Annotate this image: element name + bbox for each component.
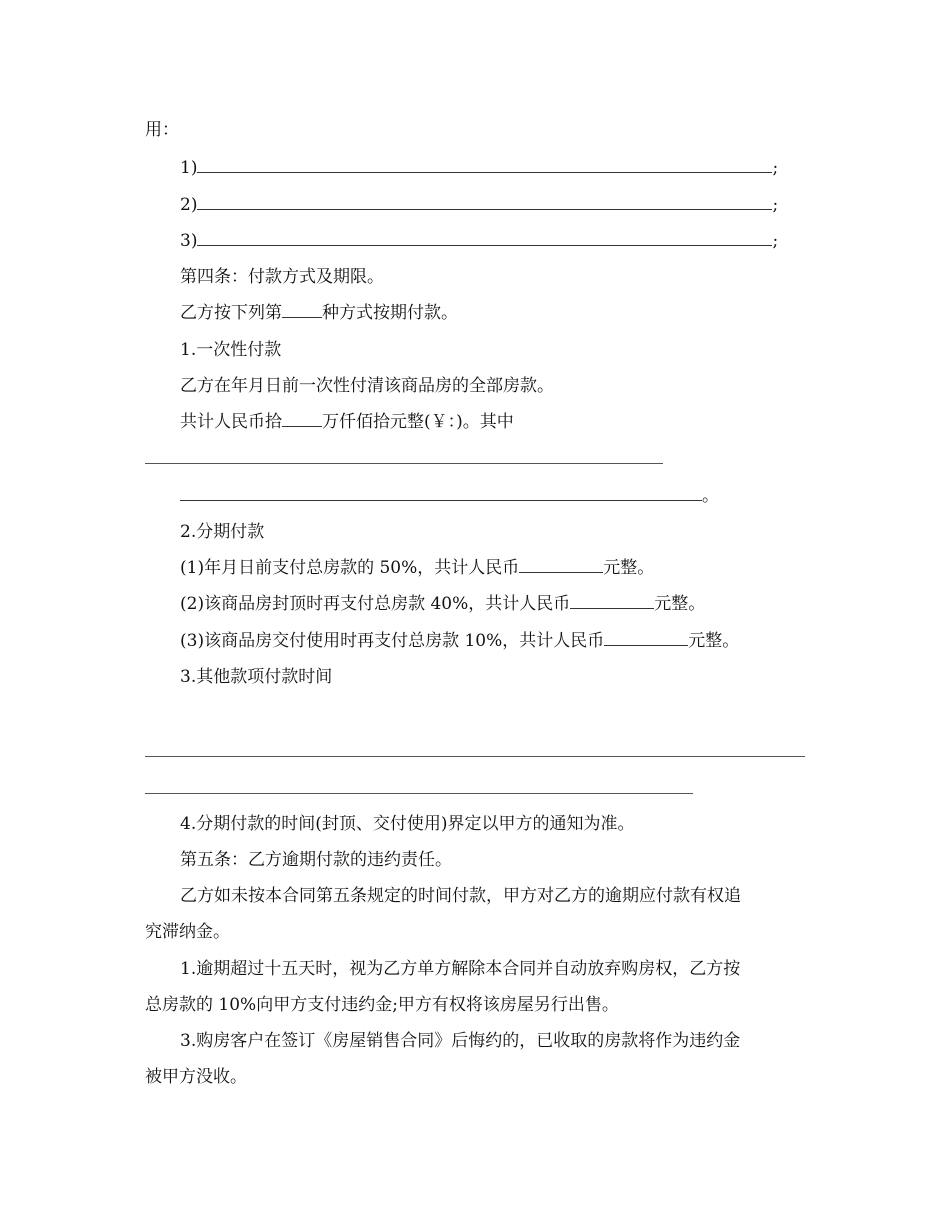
blank-underline [180, 484, 702, 501]
list-item-1: 1) ; [180, 158, 779, 178]
list-item-2: 2) ; [180, 195, 779, 215]
blank-line [145, 793, 693, 794]
pay-choice-line: 乙方按下列第 种方式按期付款。 [180, 303, 458, 323]
option-4: 4.分期付款的时间(封顶、交付使用)界定以甲方的通知为准。 [180, 814, 635, 834]
article-5-paragraph-2-cont: 总房款的 10%向甲方支付违约金;甲方有权将该房屋另行出售。 [145, 995, 619, 1015]
blank-underline [197, 193, 772, 210]
blank-underline [282, 301, 322, 318]
option-1-total: 共计人民币拾 万仟佰拾元整(￥：)。其中 [180, 412, 514, 432]
article-4-title: 第四条：付款方式及期限。 [180, 267, 384, 287]
article-5-paragraph-2: 1.逾期超过十五天时，视为乙方单方解除本合同并自动放弃购房权，乙方按 [180, 959, 741, 979]
article-5-title: 第五条：乙方逾期付款的违约责任。 [180, 850, 452, 870]
article-5-paragraph-1: 乙方如未按本合同第五条规定的时间付款，甲方对乙方的逾期应付款有权追 [180, 886, 741, 906]
option-1-blank-line: 。 [180, 484, 719, 508]
blank-underline [197, 156, 772, 173]
option-2-c: (3)该商品房交付使用时再支付总房款 10%，共计人民币 元整。 [180, 631, 740, 651]
article-5-paragraph-3: 3.购房客户在签订《房屋销售合同》后悔约的，已收取的房款将作为违约金 [180, 1031, 741, 1051]
blank-underline [570, 592, 654, 609]
option-1-desc: 乙方在年月日前一次性付清该商品房的全部房款。 [180, 376, 554, 396]
list-item-3: 3) ; [180, 231, 779, 251]
option-2-title: 2.分期付款 [180, 522, 265, 542]
option-3-title: 3.其他款项付款时间 [180, 667, 333, 687]
article-5-paragraph-3-cont: 被甲方没收。 [145, 1067, 247, 1087]
option-2-a: (1)年月日前支付总房款的 50%，共计人民币 元整。 [180, 558, 655, 578]
blank-line [145, 463, 663, 464]
blank-line [145, 756, 805, 757]
blank-underline [604, 629, 688, 646]
article-5-paragraph-1-cont: 究滞纳金。 [145, 922, 230, 942]
option-1-title: 1.一次性付款 [180, 340, 282, 360]
blank-underline [197, 229, 772, 246]
blank-underline [519, 556, 603, 573]
blank-underline [282, 410, 322, 427]
text-line: 用： [145, 120, 179, 140]
option-2-b: (2)该商品房封顶时再支付总房款 40%，共计人民币 元整。 [180, 594, 706, 614]
